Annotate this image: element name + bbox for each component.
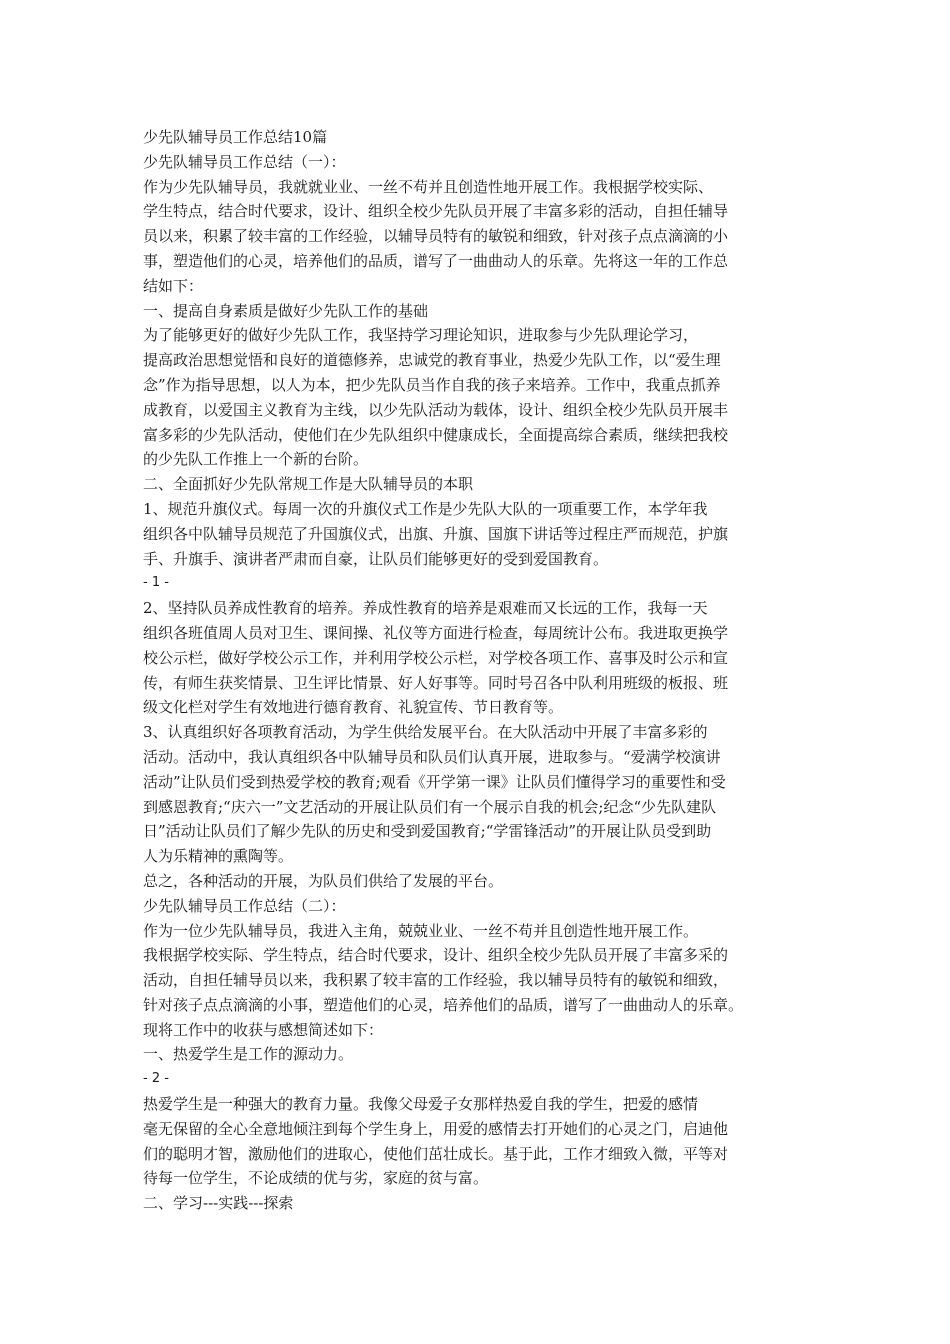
paragraph-line: 员以来，积累了较丰富的工作经验，以辅导员特有的敏锐和细致，针对孩子点点滴滴的小 [143, 227, 729, 246]
paragraph-line: 2、坚持队员养成性教育的培养。养成性教育的培养是艰难而又长远的工作，我每一天 [143, 599, 708, 618]
section-heading: 少先队辅导员工作总结（二）： [143, 896, 346, 915]
paragraph-line: 校公示栏，做好学校公示工作，并利用学校公示栏，对学校各项工作、喜事及时公示和宣 [143, 648, 729, 667]
document-body [143, 125, 823, 1216]
page-number: - 2 - [143, 1071, 169, 1087]
paragraph-line: 为了能够更好的做好少先队工作，我坚持学习理论知识，进取参与少先队理论学习， [143, 326, 699, 345]
paragraph-line: 的少先队工作推上一个新的台阶。 [143, 450, 369, 469]
paragraph-line: 手、升旗手、演讲者严肃而自豪，让队员们能够更好的受到爱国教育。 [143, 549, 609, 568]
paragraph-line: 日”活动让队员们了解少先队的历史和受到爱国教育;“学雷锋活动”的开展让队员受到助 [143, 822, 712, 841]
paragraph-line: 现将工作中的收获与感想简述如下： [143, 1020, 384, 1039]
page-number: - 1 - [143, 575, 169, 591]
paragraph-line: 成教育，以爱国主义教育为主线，以少先队活动为载体，设计、组织全校少先队员开展丰 [143, 400, 729, 419]
paragraph-line: 热爱学生是一种强大的教育力量。我像父母爱子女那样热爱自我的学生，把爱的感情 [143, 1095, 699, 1114]
paragraph-line: 念”作为指导思想，以人为本，把少先队员当作自我的孩子来培养。工作中，我重点抓养 [143, 375, 721, 394]
subheading: 二、学习---实践---探索 [143, 1194, 294, 1213]
paragraph-line: 活动”让队员们受到热爱学校的教育;观看《开学第一课》让队员们懂得学习的重要性和受 [143, 772, 726, 791]
paragraph-line: 作为一位少先队辅导员，我进入主角，兢兢业业、一丝不苟并且创造性地开展工作。 [143, 921, 699, 940]
paragraph-line: 针对孩子点点滴滴的小事，塑造他们的心灵，培养他们的品质，谱写了一曲曲动人的乐章。 [143, 995, 744, 1014]
paragraph-line: 到感恩教育;“庆六一”文艺活动的开展让队员们有一个展示自我的机会;纪念“少先队建队 [143, 797, 717, 816]
paragraph-line: 毫无保留的全心全意地倾注到每个学生身上，用爱的感情去打开她们的心灵之门，启迪他 [143, 1119, 729, 1138]
paragraph-line: 组织各中队辅导员规范了升国旗仪式，出旗、升旗、国旗下讲话等过程庄严而规范，护旗 [143, 524, 729, 543]
paragraph-line: 3、认真组织好各项教育活动，为学生供给发展平台。在大队活动中开展了丰富多彩的 [143, 723, 708, 742]
paragraph-line: 传，有师生获奖情景、卫生评比情景、好人好事等。同时号召各中队利用班级的板报、班 [143, 673, 729, 692]
paragraph-line: 活动，自担任辅导员以来，我积累了较丰富的工作经验，我以辅导员特有的敏锐和细致， [143, 971, 729, 990]
paragraph-line: 级文化栏对学生有效地进行德育教育、礼貌宣传、节日教育等。 [143, 698, 564, 717]
paragraph-line: 组织各班值周人员对卫生、课间操、礼仪等方面进行检查，每周统计公布。我进取更换学 [143, 623, 729, 642]
paragraph-line: 1、规范升旗仪式。每周一次的升旗仪式工作是少先队大队的一项重要工作，本学年我 [143, 499, 708, 518]
subheading: 一、提高自身素质是做好少先队工作的基础 [143, 301, 429, 320]
paragraph-line: 富多彩的少先队活动，使他们在少先队组织中健康成长，全面提高综合素质，继续把我校 [143, 425, 729, 444]
paragraph-line: 结如下： [143, 276, 204, 295]
paragraph-line: 作为少先队辅导员，我就就业业、一丝不苟并且创造性地开展工作。我根据学校实际、 [143, 177, 714, 196]
subheading: 二、全面抓好少先队常规工作是大队辅导员的本职 [143, 475, 474, 494]
paragraph-line: 待每一位学生，不论成绩的优与劣，家庭的贫与富。 [143, 1169, 489, 1188]
paragraph-line: 事，塑造他们的心灵，培养他们的品质，谱写了一曲曲动人的乐章。先将这一年的工作总 [143, 251, 729, 270]
paragraph-line: 提高政治思想觉悟和良好的道德修养，忠诚党的教育事业，热爱少先队工作，以“爱生理 [143, 351, 721, 370]
paragraph-line: 学生特点，结合时代要求，设计、组织全校少先队员开展了丰富多彩的活动，自担任辅导 [143, 202, 729, 221]
paragraph-line: 我根据学校实际、学生特点，结合时代要求，设计、组织全校少先队员开展了丰富多采的 [143, 946, 729, 965]
paragraph-line: 总之，各种活动的开展，为队员们供给了发展的平台。 [143, 871, 504, 890]
paragraph-line: 们的聪明才智，激励他们的进取心，使他们茁壮成长。基于此，工作才细致入微，平等对 [143, 1144, 729, 1163]
document-title: 少先队辅导员工作总结10篇 [143, 128, 328, 146]
paragraph-line: 人为乐精神的熏陶等。 [143, 847, 294, 866]
subheading: 一、热爱学生是工作的源动力。 [143, 1045, 354, 1064]
section-heading: 少先队辅导员工作总结（一）： [143, 152, 346, 171]
paragraph-line: 活动。活动中，我认真组织各中队辅导员和队员们认真开展，进取参与。“爱满学校演讲 [143, 747, 721, 766]
